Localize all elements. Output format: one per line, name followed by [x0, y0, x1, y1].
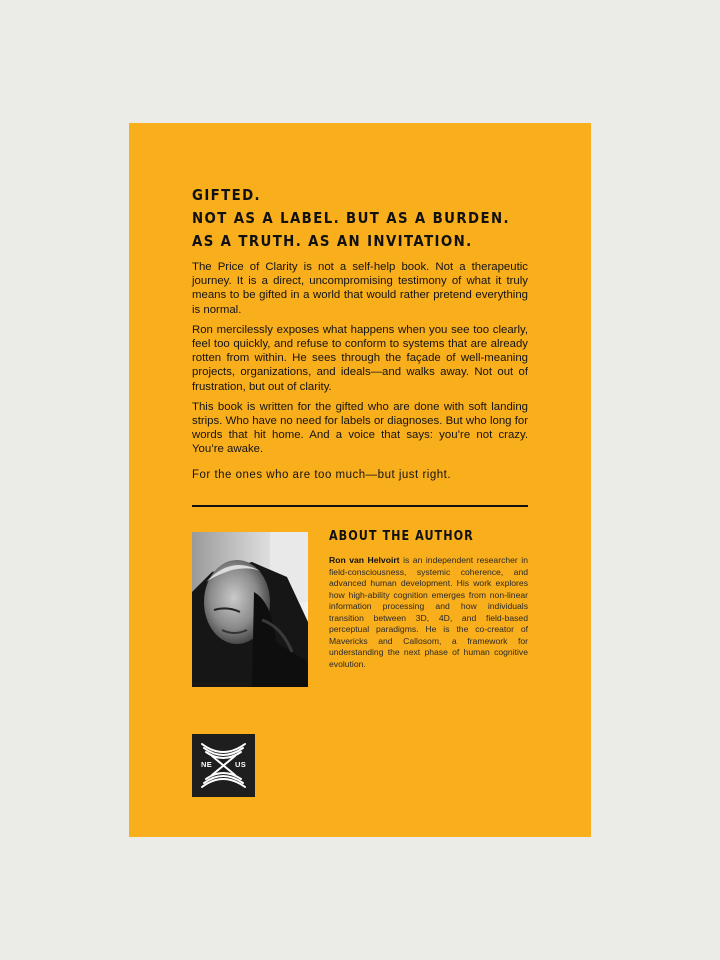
divider: [192, 505, 528, 507]
headline: [192, 184, 510, 253]
back-cover: [129, 123, 591, 837]
tagline: For the ones who are too much—but just right.: [192, 469, 452, 481]
author-photo: [192, 532, 308, 687]
about-author-heading: ABOUT THE AUTHOR: [329, 529, 474, 544]
headline-line-3: AS A TRUTH. AS AN INVITATION.: [192, 232, 473, 250]
author-name: Ron van Helvoirt: [329, 555, 400, 565]
nexus-x-logo-icon: [192, 734, 255, 797]
headline-line-1: GIFTED.: [192, 186, 261, 204]
author-bio: [329, 555, 528, 670]
blurb: [192, 260, 528, 463]
blurb-paragraph-3: This book is written for the gifted who are done with soft landing strips. Who have no need for labels or diagnoses. But who long for words that hit home. And a voice that says: you’re not crazy. You’re awake.: [192, 400, 528, 456]
logo-text-right: US: [235, 760, 247, 769]
logo-text-left: NE: [201, 760, 213, 769]
headline-line-2: NOT AS A LABEL. BUT AS A BURDEN.: [192, 209, 510, 227]
blurb-paragraph-1: The Price of Clarity is not a self-help book. Not a therapeutic journey. It is a direct, uncompromising testimony of what it truly means to be gifted in a world that would rather pretend everything is normal.: [192, 261, 528, 316]
blurb-paragraph-2: Ron mercilessly exposes what happens when you see too clearly, feel too quickly, and refuse to conform to systems that are already rotten from within. He sees through the façade of well-meaning projects, organizations, and ideals—and walks away. Not out of frustration, but out of clarity.: [192, 323, 528, 393]
author-bio-text: is an independent researcher in field-consciousness, systemic coherence, and advanced human development. His work explores how high-ability cognition emerges from non-linear information processing and how individuals transition between 3D, 4D, and field-based perceptual paradigms. He is the co-creator of Mavericks and Callosom, a framework for understanding the next phase of human cognitive evolution.: [329, 555, 529, 669]
